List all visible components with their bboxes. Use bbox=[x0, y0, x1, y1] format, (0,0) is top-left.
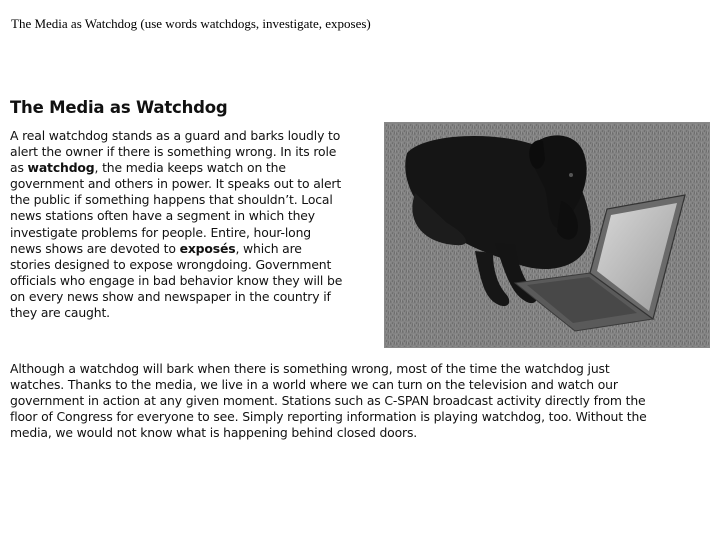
paragraph-line: floor of Congress for everyone to see. Simply reporting information is playing watchdog, too. Without the bbox=[10, 409, 647, 425]
bold-term: exposés bbox=[179, 240, 236, 256]
paragraph-watchdog-watches bbox=[10, 361, 710, 441]
article bbox=[10, 97, 710, 441]
bold-term: watchdog bbox=[27, 160, 95, 176]
text-run: as bbox=[10, 160, 28, 176]
text-run: government and others in power. It speaks out to alert bbox=[10, 176, 342, 192]
text-run: , which are bbox=[235, 240, 302, 256]
paragraph-line bbox=[10, 305, 372, 321]
paragraph-line bbox=[10, 208, 372, 224]
dog-with-laptop-photo bbox=[384, 122, 710, 348]
text-run: they are caught. bbox=[10, 305, 110, 321]
text-run: investigate problems for people. Entire, hour-long bbox=[10, 224, 312, 240]
paragraph-line: media, we would not know what is happening behind closed doors. bbox=[10, 425, 418, 441]
paragraph-line bbox=[10, 273, 372, 289]
slide-caption: The Media as Watchdog (use words watchdogs, investigate, exposes) bbox=[11, 16, 371, 31]
paragraph-line bbox=[10, 289, 372, 305]
text-run: news shows are devoted to bbox=[10, 240, 180, 256]
paragraph-line: watches. Thanks to the media, we live in a world where we can turn on the television and watch our bbox=[10, 377, 618, 393]
text-run: alert the owner if there is something wrong. In its role bbox=[10, 144, 337, 160]
paragraph-line bbox=[10, 225, 372, 241]
paragraph-line bbox=[10, 144, 372, 160]
paragraph-line bbox=[10, 257, 372, 273]
paragraph-line bbox=[10, 128, 372, 144]
text-run: officials who engage in bad behavior know they will be bbox=[10, 272, 343, 288]
text-run: stories designed to expose wrongdoing. Government bbox=[10, 256, 332, 272]
paragraph-line bbox=[10, 160, 372, 176]
text-run: the public if something happens that shouldn’t. Local bbox=[10, 192, 333, 208]
paragraph-line: government in action at any given moment. Stations such as C-SPAN broadcast activity directly from the bbox=[10, 393, 646, 409]
text-run: , the media keeps watch on the bbox=[94, 160, 286, 176]
paragraph-watchdog-intro bbox=[10, 128, 372, 321]
text-run: on every news show and newspaper in the country if bbox=[10, 288, 331, 304]
paragraph-line bbox=[10, 176, 372, 192]
article-title: The Media as Watchdog bbox=[10, 98, 228, 117]
text-run: news stations often have a segment in which they bbox=[10, 208, 315, 224]
paragraph-line bbox=[10, 192, 372, 208]
paragraph-line: Although a watchdog will bark when there is something wrong, most of the time the watchdog just bbox=[10, 361, 610, 376]
text-run: A real watchdog stands as a guard and barks loudly to bbox=[10, 128, 341, 143]
paragraph-line bbox=[10, 241, 372, 257]
